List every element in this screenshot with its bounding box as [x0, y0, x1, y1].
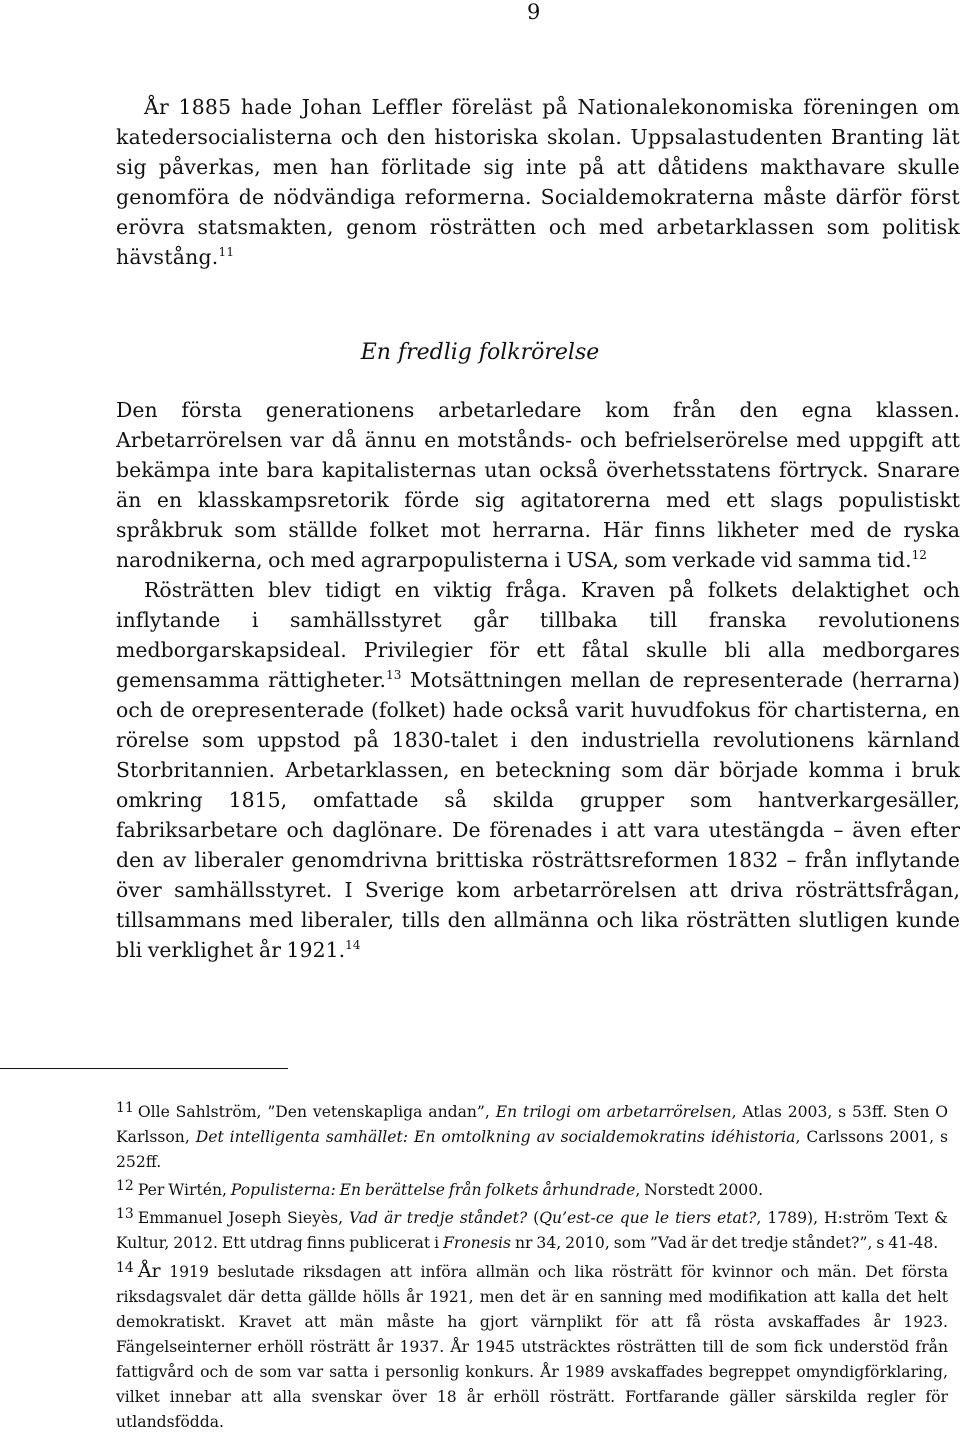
footnote-text: Emmanuel Joseph Sieyès, [137, 1209, 350, 1227]
paragraph-text: Den första generationens arbetarledare kom från den egna klassen. Arbetarrörelsen var då ännu en motstånds- och befrielserörelse med uppgift att bekämpa inte bara kapitalisternas utan också överhetsstatens förtryck. Snarare än en klasskampsretorik förde sig agitatorerna med ett slags populistiskt språkbruk som ställde folket mot herrarna. Här finns likheter med de ryska narodnikerna, och med agrarpopulisterna i USA, som verkade vid samma tid. [116, 398, 960, 572]
paragraph-text: Motsättningen mellan de representerade (herrarna) och de orepresenterade (folket) hade också varit huvudfokus för chartisterna, en rörelse som uppstod på 1830-talet i den industriella revolutionens kärnland Storbritannien. Arbetarklassen, en beteckning som där började komma i bruk omkring 1815, omfattade så skilda grupper som hantverkargesäller, fabriksarbetare och daglönare. De förenades i att vara utestängda – även efter den av liberaler genomdrivna brittiska rösträttsreformen 1832 – från inflytande över samhällsstyret. I Sverige kom arbetarrörelsen att driva rösträttsfrågan, tillsammans med liberaler, tills den allmänna och lika rösträtten slutligen kunde bli verklighet år 1921. [116, 668, 960, 962]
footnote-number: 14 [116, 1260, 134, 1276]
paragraph [116, 92, 960, 272]
footnote-number: 13 [116, 1206, 134, 1222]
opening-paragraph [116, 92, 960, 272]
footnote-ref: 11 [218, 245, 235, 259]
footnote-number: 12 [116, 1178, 134, 1194]
footnote-title: Vad är tredje ståndet? [349, 1209, 528, 1227]
paragraph [116, 395, 960, 575]
footnote-text: Olle Sahlström, ”Den vetenskapliga andan”, [137, 1103, 496, 1121]
footnote-text: 1919 beslutade riksdagen att införa allmän och lika rösträtt för kvinnor och män. Det första riksdagsvalet där detta gällde hölls år 1921, men det är en sanning med modifikation att kalla det helt demokratiskt. Kravet att män måste ha gjort värnplikt för att få rösta avskaffades år 1923. Fängelseinterner erhöll rösträtt år 1937. År 1945 utsträcktes rösträtten till de som fick understöd från fattigvård och de som var satta i personlig konkurs. År 1989 avskaffades begreppet omyndigförklaring, vilket innebar att alla svenskar över 18 år erhöll rösträtt. Fortfarande gäller särskilda regler för utlandsfödda. [116, 1263, 948, 1431]
footnote-ref: 13 [386, 668, 402, 682]
footnote-text: , Carlssons 2001, s 252ff. [116, 1128, 948, 1171]
footnote-title: En trilogi om arbetarrörelsen [495, 1103, 732, 1121]
footnote-title: Fronesis [443, 1234, 511, 1252]
footnote-text: Per Wirtén, [137, 1181, 231, 1199]
footnote [116, 1178, 948, 1203]
footnote-ref: 12 [911, 548, 927, 562]
footnote-title: Populisterna: En berättelse från folkets århundrade [230, 1181, 636, 1199]
footnote [116, 1100, 948, 1175]
footnote-ref: 14 [345, 938, 361, 952]
footnote-text: , 1789), H:ström Text & Kultur, 2012. Ett utdrag finns publicerat i [116, 1209, 949, 1252]
page-number: 9 [527, 0, 541, 24]
footnotes [116, 1100, 948, 1438]
footnote-text: , Norstedt 2000. [635, 1181, 764, 1199]
paragraph [116, 575, 960, 965]
footnote-text: , Atlas 2003, s 53ff. Sten O Karlsson, [116, 1103, 948, 1146]
paragraph-text: År 1885 hade Johan Leffler föreläst på Nationalekonomiska föreningen om katedersocialisterna och den historiska skolan. Uppsalastudenten Branting lät sig påverkas, men han förlitade sig inte på att dåtidens makthavare skulle genomföra de nödvändiga reformerna. Socialdemokraterna måste därför först erövra statsmakten, genom rösträtten och med arbetarklassen som politisk hävstång. [116, 95, 960, 269]
footnote-divider [0, 1068, 288, 1069]
footnote-number: 11 [116, 1100, 134, 1116]
footnote-text: ( [527, 1209, 540, 1227]
paragraph-text: Rösträtten blev tidigt en viktig fråga. Kraven på folkets delaktighet och inflytande i samhällsstyret går tillbaka till franska revolutionens medborgarskapsideal. Privilegier för ett fåtal skulle bli alla medborgares gemensamma rättigheter. [116, 578, 960, 692]
footnote-title: Det intelligenta samhället: En omtolkning av socialdemokratins idéhistoria [195, 1128, 796, 1146]
footnote-title: Qu’est-ce que le tiers etat? [539, 1209, 757, 1227]
section-body [116, 395, 960, 965]
footnote [116, 1259, 948, 1435]
footnote-text: År [137, 1260, 161, 1282]
footnote-text: nr 34, 2010, som ”Vad är det tredje ståndet?”, s 41-48. [511, 1234, 939, 1252]
section-heading: En fredlig folkrörelse [360, 340, 600, 365]
footnote [116, 1206, 948, 1256]
